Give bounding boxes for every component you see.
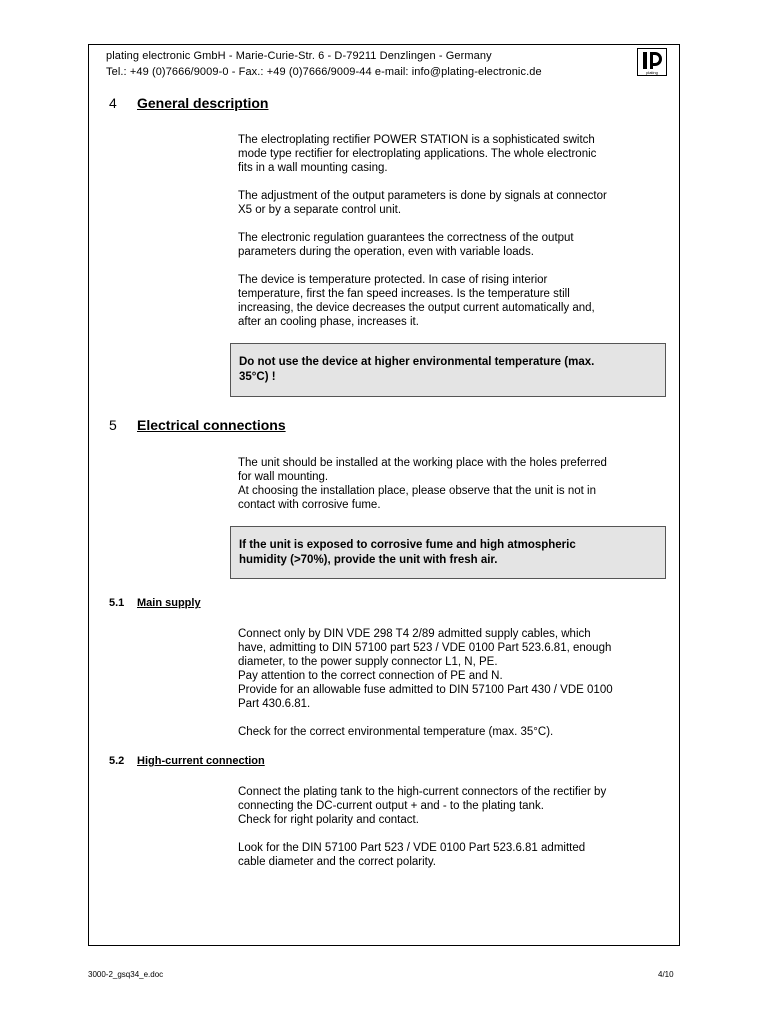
paragraph: The electroplating rectifier POWER STATION is a sophisticated switch mode type rectifier for electroplating applications. The whole electronic fits in a wall mounting casing. bbox=[238, 134, 597, 174]
logo-text: plating bbox=[646, 70, 658, 75]
paragraph: The device is temperature protected. In case of rising interior temperature, first the fan speed increases. Is the temperature still increasing, the device decreases the output current automatically and, after an cooling phase, increases it. bbox=[238, 274, 595, 328]
warning-notice: Do not use the device at higher environmental temperature (max. 35°C) ! bbox=[230, 343, 666, 397]
section-title: General description bbox=[137, 95, 269, 111]
warning-notice: If the unit is exposed to corrosive fume and high atmospheric humidity (>70%), provide the unit with fresh air. bbox=[230, 526, 666, 579]
subsection-title: High-current connection bbox=[137, 755, 265, 767]
paragraph: The electronic regulation guarantees the correctness of the output parameters during the operation, even with variable loads. bbox=[238, 232, 574, 258]
paragraph: Connect the plating tank to the high-current connectors of the rectifier by connecting the DC-current output + and - to the plating tank. Check for right polarity and contact. bbox=[238, 786, 607, 826]
paragraph: The unit should be installed at the working place with the holes preferred for wall mounting. At choosing the installation place, please observe that the unit is not in contact with corrosive fume. bbox=[238, 457, 607, 511]
paragraph: The adjustment of the output parameters is done by signals at connector X5 or by a separate control unit. bbox=[238, 190, 607, 216]
footer-filename: 3000-2_gsq34_e.doc bbox=[88, 970, 164, 979]
section-title: Electrical connections bbox=[137, 417, 286, 433]
company-logo-icon bbox=[637, 48, 667, 76]
paragraph: Connect only by DIN VDE 298 T4 2/89 admitted supply cables, which have, admitting to DIN 57100 part 523 / VDE 0100 Part 523.6.81, enough diameter, to the power supply connector L1, N, PE. Pay attention to the correct connection of PE and N. Provide for an allowable fuse admitted to DIN 57100 Part 430 / VDE 0100 Part 430.6.81. bbox=[238, 628, 613, 710]
header-company-line: plating electronic GmbH - Marie-Curie-Str. 6 - D-79211 Denzlingen - Germany bbox=[106, 50, 492, 62]
paragraph: Look for the DIN 57100 Part 523 / VDE 0100 Part 523.6.81 admitted cable diameter and the correct polarity. bbox=[238, 842, 586, 868]
section-number: 4 bbox=[109, 95, 117, 111]
paragraph: Check for the correct environmental temperature (max. 35°C). bbox=[238, 726, 554, 738]
subsection-title: Main supply bbox=[137, 597, 201, 609]
header-contact-line: Tel.: +49 (0)7666/9009-0 - Fax.: +49 (0)7666/9009-44 e-mail: info@plating-electronic.de bbox=[106, 66, 542, 78]
section-number: 5 bbox=[109, 417, 117, 433]
subsection-number: 5.1 bbox=[109, 597, 125, 609]
subsection-number: 5.2 bbox=[109, 755, 125, 767]
footer-page-number: 4/10 bbox=[658, 970, 674, 979]
